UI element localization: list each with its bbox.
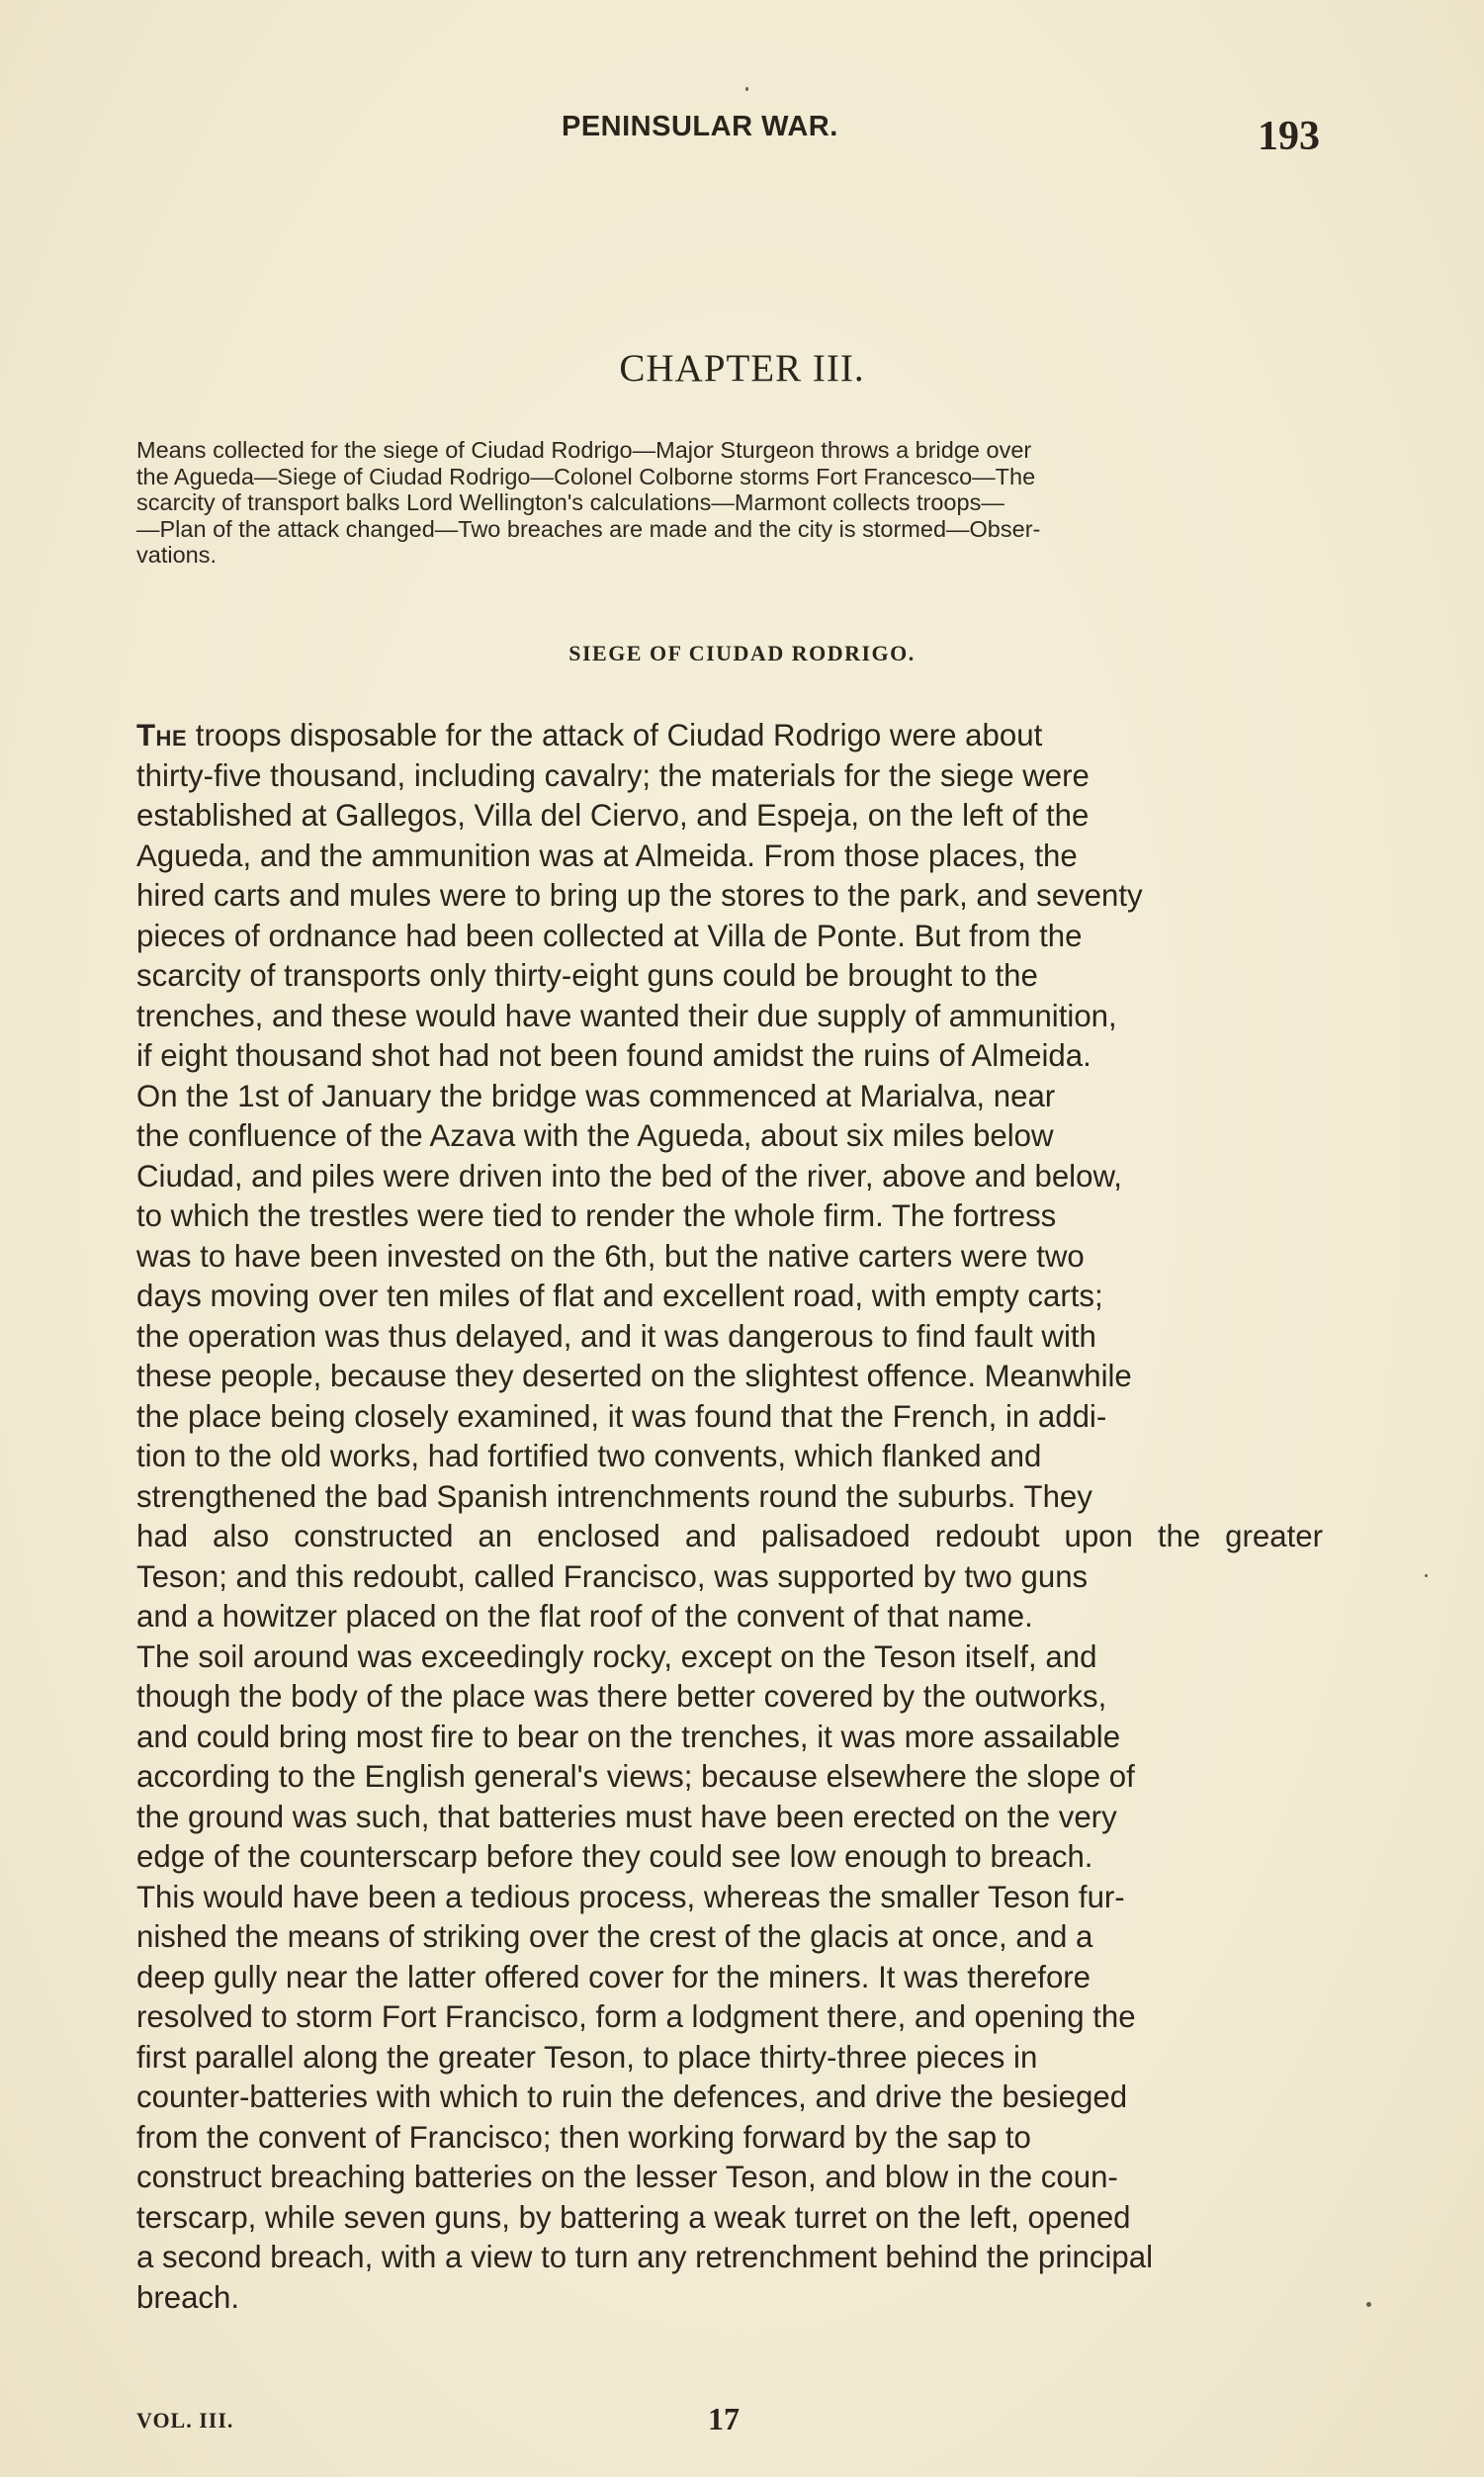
signature-mark: 17 [708,2401,740,2436]
print-speck [1366,2302,1371,2307]
body-line: pieces of ordnance had been collected at Villa de Ponte. But from the [136,918,1083,953]
volume-label: VOL. III. [136,2408,234,2433]
synopsis-line: vations. [136,542,217,569]
body-line: terscarp, while seven guns, by battering a weak turret on the left, opened [136,2199,1131,2235]
body-line: according to the English general's views; because elsewhere the slope of [136,1759,1135,1794]
body-line: from the convent of Francisco; then working forward by the sap to [136,2119,1031,2155]
body-line: and could bring most fire to bear on the trenches, it was more assailable [136,1719,1121,1754]
synopsis-line: —Plan of the attack changed—Two breaches are made and the city is stormed—Obser- [136,515,1041,542]
body-line: tion to the old works, had fortified two convents, which flanked and [136,1439,1042,1473]
body-line: On the 1st of January the bridge was commenced at Marialva, near [136,1078,1056,1113]
body-line: breach. [136,2279,240,2315]
body-line: Teson; and this redoubt, called Francisco, was supported by two guns [136,1558,1089,1594]
body-line: established at Gallegos, Villa del Ciervo, and Espeja, on the left of the [136,798,1090,833]
body-line: the place being closely examined, it was found that the French, in addi- [136,1398,1107,1434]
body-line: The soil around was exceedingly rocky, except on the Teson itself, and [136,1638,1097,1674]
chapter-heading: CHAPTER III. [619,347,865,390]
synopsis-line: the Agueda—Siege of Ciudad Rodrigo—Colonel Colborne storms Fort Francesco—The [136,463,1036,489]
body-line: days moving over ten miles of flat and excellent road, with empty carts; [136,1279,1103,1313]
body-line: though the body of the place was there better covered by the outworks, [136,1679,1107,1714]
body-line: construct breaching batteries on the lesser Teson, and blow in the coun- [136,2160,1118,2194]
first-line-text: troops disposable for the attack of Ciudad Rodrigo were about [187,718,1043,752]
running-head: PENINSULAR WAR. [562,111,838,142]
body-line: Ciudad, and piles were driven into the bed of the river, above and below, [136,1158,1122,1194]
body-line: nished the means of striking over the crest of the glacis at once, and a [136,1919,1093,1954]
lead-word: The [136,718,188,752]
print-speck [1425,1574,1428,1577]
print-speck [745,87,748,91]
body-line: resolved to storm Fort Francisco, form a lodgment there, and opening the [136,1999,1136,2034]
body-line: thirty-five thousand, including cavalry; the materials for the siege were [136,757,1090,793]
body-line: Agueda, and the ammunition was at Almeida. From those places, the [136,838,1078,873]
body-line: to which the trestles were tied to render the whole firm. The fortress [136,1198,1057,1233]
synopsis-line: Means collected for the siege of Ciudad Rodrigo—Major Sturgeon throws a bridge over [136,437,1032,463]
body-line: was to have been invested on the 6th, but the native carters were two [136,1238,1085,1274]
body-line: if eight thousand shot had not been found amidst the ruins of Almeida. [136,1038,1091,1073]
body-line: trenches, and these would have wanted their due supply of ammunition, [136,998,1117,1033]
body-line: hired carts and mules were to bring up the stores to the park, and seventy [136,878,1143,913]
body-line: a second breach, with a view to turn any retrenchment behind the principal [136,2240,1154,2274]
body-lines [136,756,1323,2319]
body-line: deep gully near the latter offered cover for the miners. It was therefore [136,1959,1091,1994]
body-line: and a howitzer placed on the flat roof of the convent of that name. [136,1599,1033,1634]
synopsis-line: scarcity of transport balks Lord Wellington's calculations—Marmont collects troops— [136,489,1004,516]
body-line: had also constructed an enclosed and palisadoed redoubt upon the greater [136,1519,1323,1553]
chapter-synopsis [136,437,1323,569]
body-line [136,716,1323,756]
body-line: This would have been a tedious process, whereas the smaller Teson fur- [136,1879,1125,1914]
body-line: these people, because they deserted on the slightest offence. Meanwhile [136,1359,1132,1393]
body-line: the operation was thus delayed, and it was dangerous to find fault with [136,1318,1096,1354]
body-line: strengthened the bad Spanish intrenchments round the suburbs. They [136,1478,1092,1514]
section-heading: SIEGE OF CIUDAD RODRIGO. [568,641,916,665]
page-number: 193 [1258,114,1320,159]
body-line: the confluence of the Azava with the Agueda, about six miles below [136,1118,1054,1153]
body-line: scarcity of transports only thirty-eight guns could be brought to the [136,958,1038,993]
body-line: counter-batteries with which to ruin the defences, and drive the besieged [136,2079,1128,2114]
body-line: first parallel along the greater Teson, to place thirty-three pieces in [136,2039,1038,2075]
body-text [136,716,1323,2318]
body-line: the ground was such, that batteries must have been erected on the very [136,1799,1117,1834]
body-line: edge of the counterscarp before they could see low enough to breach. [136,1839,1093,1874]
